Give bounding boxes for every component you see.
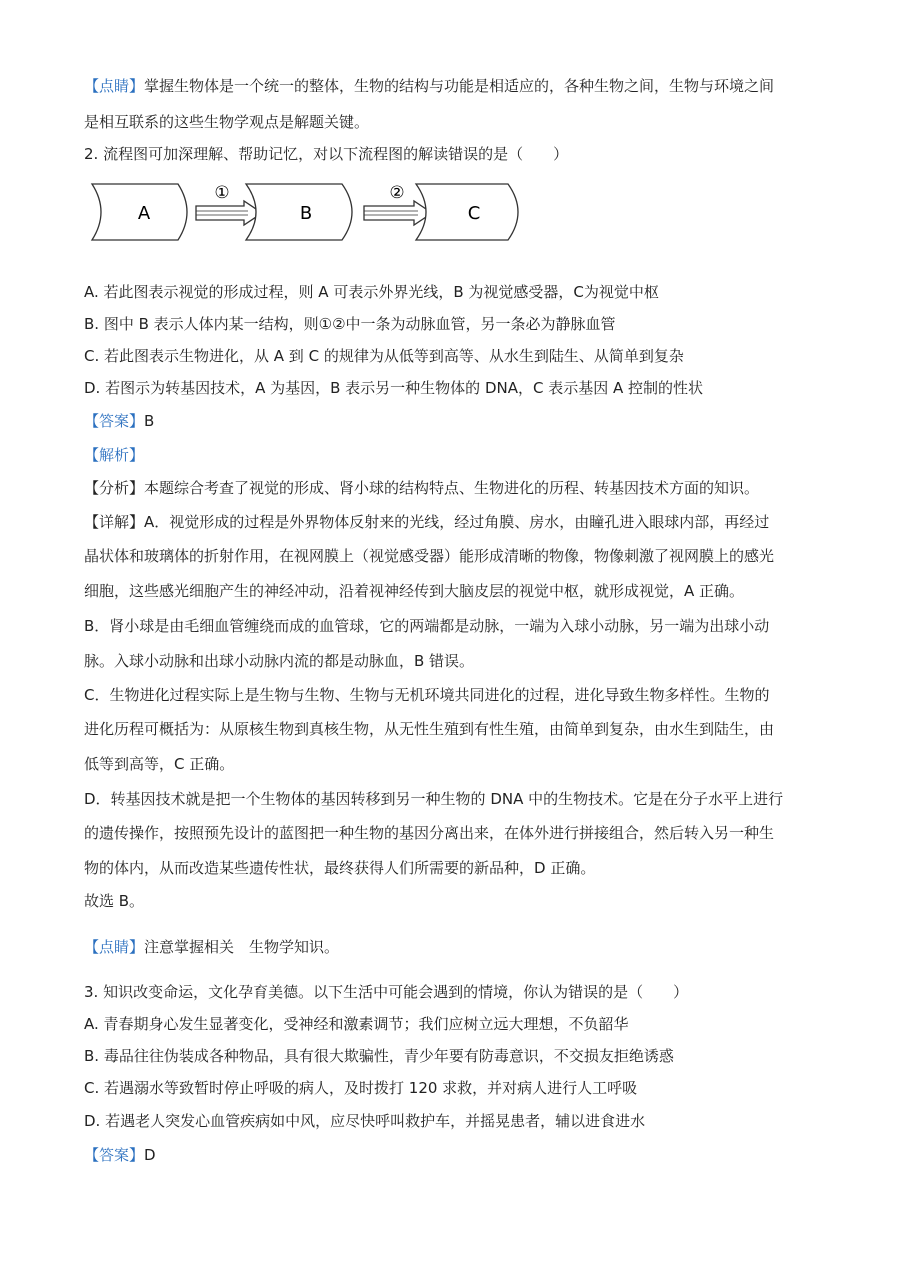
q2-conclusion: 故选 B。 (84, 892, 145, 910)
q3-stem: 3. 知识改变命运，文化孕育美德。以下生活中可能会遇到的情境，你认为错误的是（ ） (84, 983, 689, 1001)
q2-detail-line: 【详解】A．视觉形成的过程是外界物体反射来的光线，经过角膜、房水，由瞳孔进入眼球内部，再经过 (84, 513, 770, 531)
q2-option-b: B. 图中 B 表示人体内某一结构，则①②中一条为动脉血管，另一条必为静脉血管 (84, 315, 616, 333)
q2-answer: 【答案】B (84, 412, 155, 430)
q2-option-c: C. 若此图表示生物进化，从 A 到 C 的规律为从低等到高等、从水生到陆生、从简单到复杂 (84, 347, 684, 365)
q3-option-d: D. 若遇老人突发心血管疾病如中风，应尽快呼叫救护车，并摇晃患者，辅以进食进水 (84, 1112, 646, 1130)
arrow-2-shape (364, 201, 432, 225)
q3-answer: 【答案】D (84, 1146, 156, 1164)
q2-option-d: D. 若图示为转基因技术，A 为基因，B 表示另一种生物体的 DNA，C 表示基因 A 控制的性状 (84, 379, 704, 397)
q2-detail-line: 晶状体和玻璃体的折射作用，在视网膜上（视觉感受器）能形成清晰的物像，物像刺激了视网膜上的感光 (84, 547, 775, 565)
q1-tip-label: 【点睛】 (84, 77, 145, 95)
q2-detail-line: 进化历程可概括为：从原核生物到真核生物，从无性生殖到有性生殖，由简单到复杂，由水生到陆生，由 (84, 720, 775, 738)
q1-tip-line2: 是相互联系的这些生物学观点是解题关键。 (84, 113, 370, 131)
q3-option-c: C. 若遇溺水等致暂时停止呼吸的病人，及时拨打 120 求救，并对病人进行人工呼吸 (84, 1079, 638, 1097)
q2-detail-line: 低等到高等，C 正确。 (84, 755, 235, 773)
q1-tip-line1: 【点睛】掌握生物体是一个统一的整体，生物的结构与功能是相适应的，各种生物之间，生物与环境之间 (84, 77, 775, 95)
q2-detail-line: D．转基因技术就是把一个生物体的基因转移到另一种生物的 DNA 中的生物技术。它是在分子水平上进行 (84, 790, 784, 808)
arrow-1-shape (196, 201, 262, 225)
q2-analysis-label: 【解析】 (84, 446, 145, 464)
q2-detail-line: 的遗传操作，按照预先设计的蓝图把一种生物的基因分离出来，在体外进行拼接组合，然后转入另一种生 (84, 824, 775, 842)
q2-tip: 【点睛】注意掌握相关 生物学知识。 (84, 938, 340, 956)
q2-detail-line: 物的体内，从而改造某些遗传性状，最终获得人们所需要的新品种，D 正确。 (84, 859, 596, 877)
q2-option-a: A. 若此图表示视觉的形成过程，则 A 可表示外界光线，B 为视觉感受器，C为视觉中枢 (84, 283, 659, 301)
q2-flow-diagram (90, 182, 530, 244)
q2-fenxi: 【分析】本题综合考查了视觉的形成、肾小球的结构特点、生物进化的历程、转基因技术方面的知识。 (84, 479, 760, 497)
q3-option-b: B. 毒品往往伪装成各种物品，具有很大欺骗性，青少年要有防毒意识，不交损友拒绝诱惑 (84, 1047, 674, 1065)
q3-option-a: A. 青春期身心发生显著变化，受神经和激素调节；我们应树立远大理想，不负韶华 (84, 1015, 629, 1033)
q2-detail-line: B．肾小球是由毛细血管缠绕而成的血管球，它的两端都是动脉，一端为入球小动脉，另一端为出球小动 (84, 617, 770, 635)
arrow-2-label: ② (389, 183, 405, 203)
box-c-label: C (467, 203, 481, 224)
q2-stem: 2. 流程图可加深理解、帮助记忆，对以下流程图的解读错误的是（ ） (84, 145, 569, 163)
arrow-1-label: ① (214, 183, 230, 203)
q2-detail-line: 细胞，这些感光细胞产生的神经冲动，沿着视神经传到大脑皮层的视觉中枢，就形成视觉，A 正确。 (84, 582, 745, 600)
box-a-label: A (137, 203, 151, 224)
q2-detail-line: C．生物进化过程实际上是生物与生物、生物与无机环境共同进化的过程，进化导致生物多样性。生物的 (84, 686, 770, 704)
box-b-label: B (299, 203, 313, 224)
q2-detail-line: 脉。入球小动脉和出球小动脉内流的都是动脉血，B 错误。 (84, 652, 475, 670)
